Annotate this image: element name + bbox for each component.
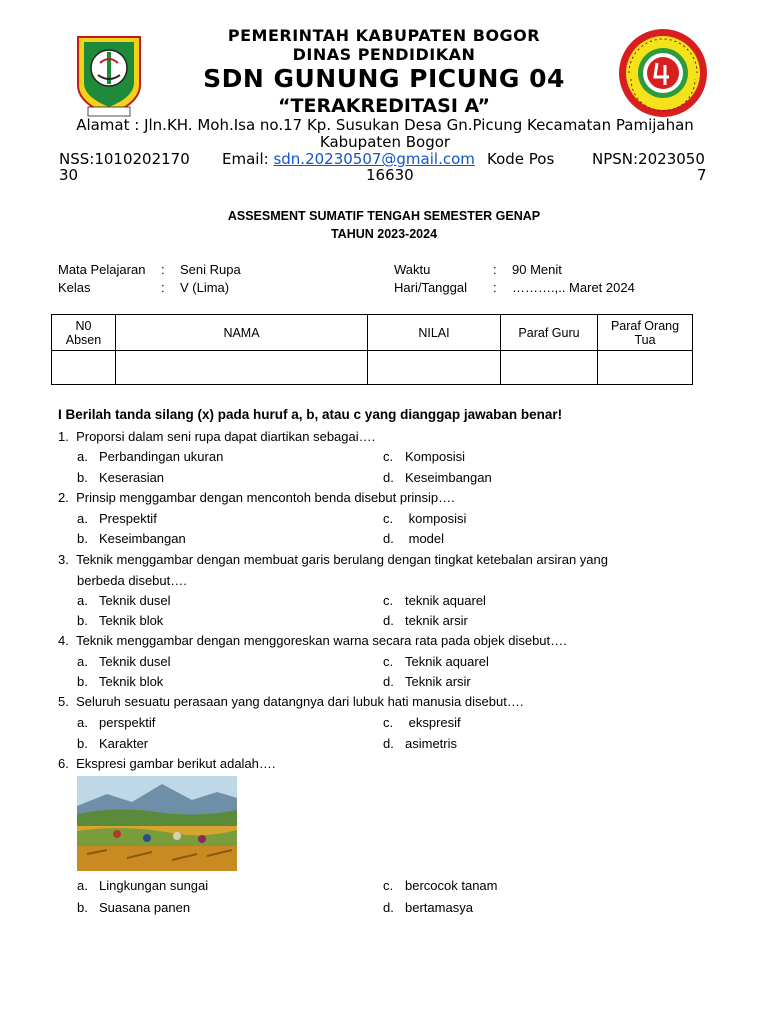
cell-absen[interactable] [52, 351, 116, 385]
time-value: 90 Menit [512, 262, 562, 277]
instruction: I Berilah tanda silang (x) pada huruf a, b, atau c yang dianggap jawaban benar! [58, 407, 563, 422]
accreditation: “TERAKREDITASI A” [278, 95, 490, 117]
question-5: 5. Seluruh sesuatu perasaan yang datangnya dari lubuk hati manusia disebut…. [58, 694, 524, 709]
q2-option-c[interactable]: c. komposisi [383, 511, 467, 526]
kode-pos-value: 16630 [366, 166, 414, 184]
col-paraf-orang-tua: Paraf Orang Tua [598, 315, 693, 351]
question-2: 2. Prinsip menggambar dengan mencontoh benda disebut prinsip…. [58, 490, 455, 505]
q4-option-a[interactable]: a. Teknik dusel [77, 654, 171, 669]
nss-continued: 30 [59, 166, 79, 184]
q3-option-b[interactable]: b. Teknik blok [77, 613, 164, 628]
question-6: 6. Ekspresi gambar berikut adalah…. [58, 756, 276, 771]
email-line [222, 151, 475, 168]
address-line-1: Alamat : Jln.KH. Moh.Isa no.17 Kp. Susukan Desa Gn.Picung Kecamatan Pamijahan [76, 116, 694, 134]
date-label: Hari/Tanggal [394, 280, 467, 295]
question-3: 3. Teknik menggambar dengan membuat garis berulang dengan tingkat ketebalan arsiran yang [58, 552, 608, 567]
class-value: V (Lima) [180, 280, 230, 295]
class-separator: : [161, 280, 165, 295]
q6-option-d[interactable]: d. bertamasya [383, 900, 473, 915]
cell-paraf-orang-tua[interactable] [598, 351, 693, 385]
q5-option-d[interactable]: d. asimetris [383, 736, 458, 751]
question-3-continued: berbeda disebut…. [77, 573, 187, 588]
question-4: 4. Teknik menggambar dengan menggoreskan warna secara rata pada objek disebut…. [58, 633, 567, 648]
q5-option-a[interactable]: a. perspektif [77, 715, 156, 730]
npsn: NPSN:2023050 [592, 150, 705, 168]
school-name: SDN GUNUNG PICUNG 04 [203, 64, 565, 93]
cell-nama[interactable] [116, 351, 368, 385]
q4-option-b[interactable]: b. Teknik blok [77, 674, 164, 689]
q3-option-c[interactable]: c. teknik aquarel [383, 593, 486, 608]
q2-option-a[interactable]: a. Prespektif [77, 511, 157, 526]
subject-label: Mata Pelajaran [58, 262, 146, 277]
q4-option-d[interactable]: d. Teknik arsir [383, 674, 471, 689]
q1-option-c[interactable]: c. Komposisi [383, 449, 465, 464]
subject-value: Seni Rupa [180, 262, 241, 277]
col-nama: NAMA [116, 315, 368, 351]
q1-option-a[interactable]: a. Perbandingan ukuran [77, 449, 224, 464]
col-nilai: NILAI [368, 315, 501, 351]
q6-option-a[interactable]: a. Lingkungan sungai [77, 878, 209, 893]
q1-option-b[interactable]: b. Keserasian [77, 470, 165, 485]
q1-option-d[interactable]: d. Keseimbangan [383, 470, 492, 485]
q4-option-c[interactable]: c. Teknik aquarel [383, 654, 489, 669]
email-link[interactable]: sdn.20230507@gmail.com [273, 150, 475, 168]
col-absen: N0 Absen [52, 315, 116, 351]
subject-separator: : [161, 262, 165, 277]
q3-option-d[interactable]: d. teknik arsir [383, 613, 468, 628]
nss: NSS:1010202170 [59, 150, 190, 168]
identity-table [51, 314, 693, 385]
cell-paraf-guru[interactable] [501, 351, 598, 385]
cell-nilai[interactable] [368, 351, 501, 385]
government-name: PEMERINTAH KABUPATEN BOGOR [227, 26, 541, 45]
q3-option-a[interactable]: a. Teknik dusel [77, 593, 171, 608]
q5-option-b[interactable]: b. Karakter [77, 736, 149, 751]
harvest-painting [77, 776, 237, 871]
q6-option-c[interactable]: c. bercocok tanam [383, 878, 498, 893]
q2-option-b[interactable]: b. Keseimbangan [77, 531, 186, 546]
email-label: Email: [222, 150, 274, 168]
q2-option-d[interactable]: d. model [383, 531, 445, 546]
time-separator: : [493, 262, 497, 277]
question-1: 1. Proporsi dalam seni rupa dapat diartikan sebagai…. [58, 429, 376, 444]
time-label: Waktu [394, 262, 431, 277]
col-paraf-guru: Paraf Guru [501, 315, 598, 351]
kode-pos-label: Kode Pos [487, 150, 555, 168]
date-value: ……….,.. Maret 2024 [512, 280, 635, 295]
q5-option-c[interactable]: c. ekspresif [383, 715, 461, 730]
exam-year: TAHUN 2023-2024 [330, 227, 438, 241]
date-separator: : [493, 280, 497, 295]
npsn-continued: 7 [697, 166, 707, 184]
class-label: Kelas [58, 280, 91, 295]
exam-title: ASSESMENT SUMATIF TENGAH SEMESTER GENAP [227, 209, 541, 223]
address-line-2: Kabupaten Bogor [319, 133, 451, 151]
department-name: DINAS PENDIDIKAN [292, 45, 476, 64]
q6-option-b[interactable]: b. Suasana panen [77, 900, 191, 915]
